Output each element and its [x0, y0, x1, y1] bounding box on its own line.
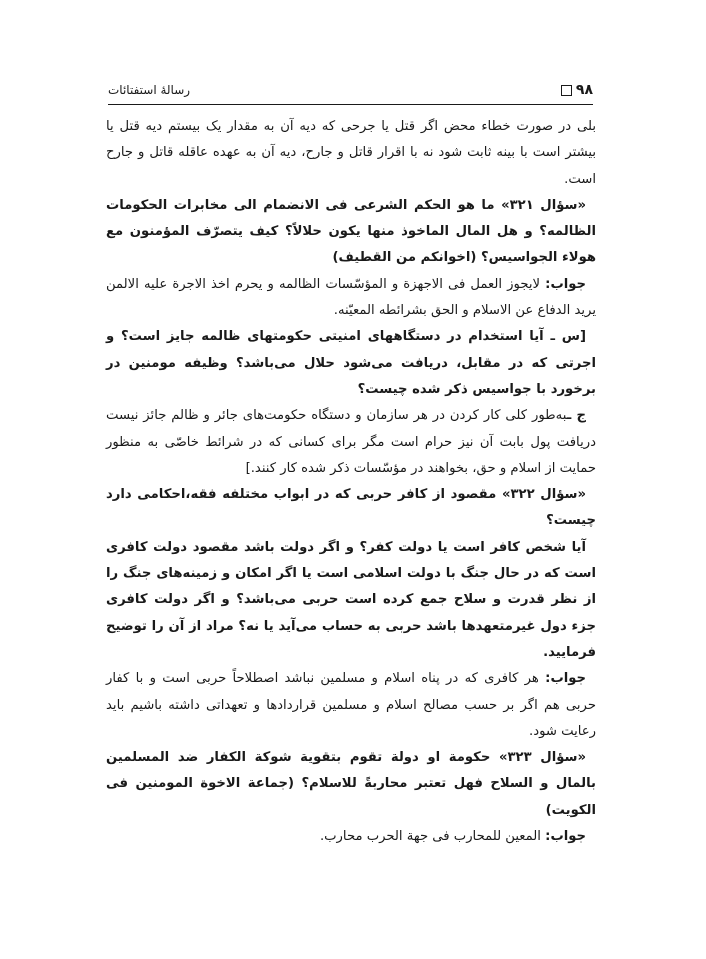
header-rule: [108, 104, 593, 105]
question-321-translation: [س ـ آیا استخدام در دستگاههای امنیتی حکومتهای ظالمه جایز است؟ و اجرتی که در مقابل، دریافت می‌شود حلال می‌باشد؟ وظیفه مومنین در برخورد با جواسیس ذکر شده چیست؟: [106, 329, 596, 397]
page-number: ۹۸: [575, 82, 593, 98]
question-322: «سؤال ۳۲۲» مقصود از کافر حربی که در ابواب مختلفه فقه،احکامی دارد چیست؟: [106, 487, 596, 529]
answer-label: جواب:: [545, 829, 586, 845]
answer-label: جواب:: [545, 671, 586, 687]
page-body: [106, 114, 596, 850]
page-header: [108, 78, 593, 102]
answer-321: جواب: لایجوز العمل فی الاجهزة و المؤسّسات الظالمه و یحرم اخذ الاجرة علیه الالمن یرید الدفاع عن الاسلام و الحق بشرائطه المعیّنه.: [106, 276, 596, 319]
running-title: رسالهٔ استفتائات: [108, 83, 191, 97]
page-number-group: [561, 82, 593, 98]
question-323: «سؤال ۳۲۳» حکومة او دولة تقوم بتقویة شوکة الکفار ضد المسلمین بالمال و السلاح فهل تعتبر محاربةً للاسلام؟ (جماعة الاخوة المومنین فی الکویت): [106, 750, 596, 818]
question-322-detail: آیا شخص کافر است یا دولت کفر؟ و اگر دولت باشد مقصود دولت کافری است که در حال جنگ با دولت اسلامی است یا اگر امکان و زمینه‌های جنگ را از نظر قدرت و سلاح جمع کرده است حربی می‌باشد؟ و اگر دولت کافری جزء دول غیرمتعهدها باشد حربی به حساب می‌آید یا نه؟ مراد از آن را توضیح فرمایید.: [106, 539, 596, 660]
answer-label: جواب:: [545, 276, 586, 292]
answer-continuation: بلی در صورت خطاء محض اگر قتل یا جرحی که دیه آن به مقدار یک بیستم دیه قتل یا بیشتر است با بینه ثابت شود نه با اقرار قاتل و جارح، دیه آن به عهده عاقله قاتل و جارح است.: [106, 119, 596, 187]
square-bullet-icon: [561, 85, 572, 96]
answer-321-translation: ج ـبه‌طور کلی کار کردن در هر سازمان و دستگاه حکومت‌های جائر و ظالم جائز نیست دریافت پول بابت آن نیز حرام است مگر برای کسانی که در شرائط خاصّی به منظور حمایت از اسلام و حق، بخواهند در مؤسّسات ذکر شده کار کنند.]: [106, 408, 596, 476]
answer-323: جواب: المعین للمحارب فی جهة الحرب محارب.: [319, 829, 586, 845]
answer-322: جواب: هر کافری که در پناه اسلام و مسلمین نباشد اصطلاحاً حربی است و با کفار حربی هم اگر بر حسب مصالح اسلام و مسلمین قراردادها و تعهداتی داشته باشیم باید رعایت شود.: [106, 671, 596, 739]
question-321: «سؤال ۳۲۱» ما هو الحکم الشرعی فی الانضمام الی مخابرات الحکومات الظالمه؟ و هل المال الماخوذ منها یکون حلالاً؟ کیف یتصرّف المؤمنون مع هولاء الجواسیس؟ (اخوانکم من القطیف): [106, 197, 596, 266]
answer-label: ج ـ: [566, 408, 586, 424]
